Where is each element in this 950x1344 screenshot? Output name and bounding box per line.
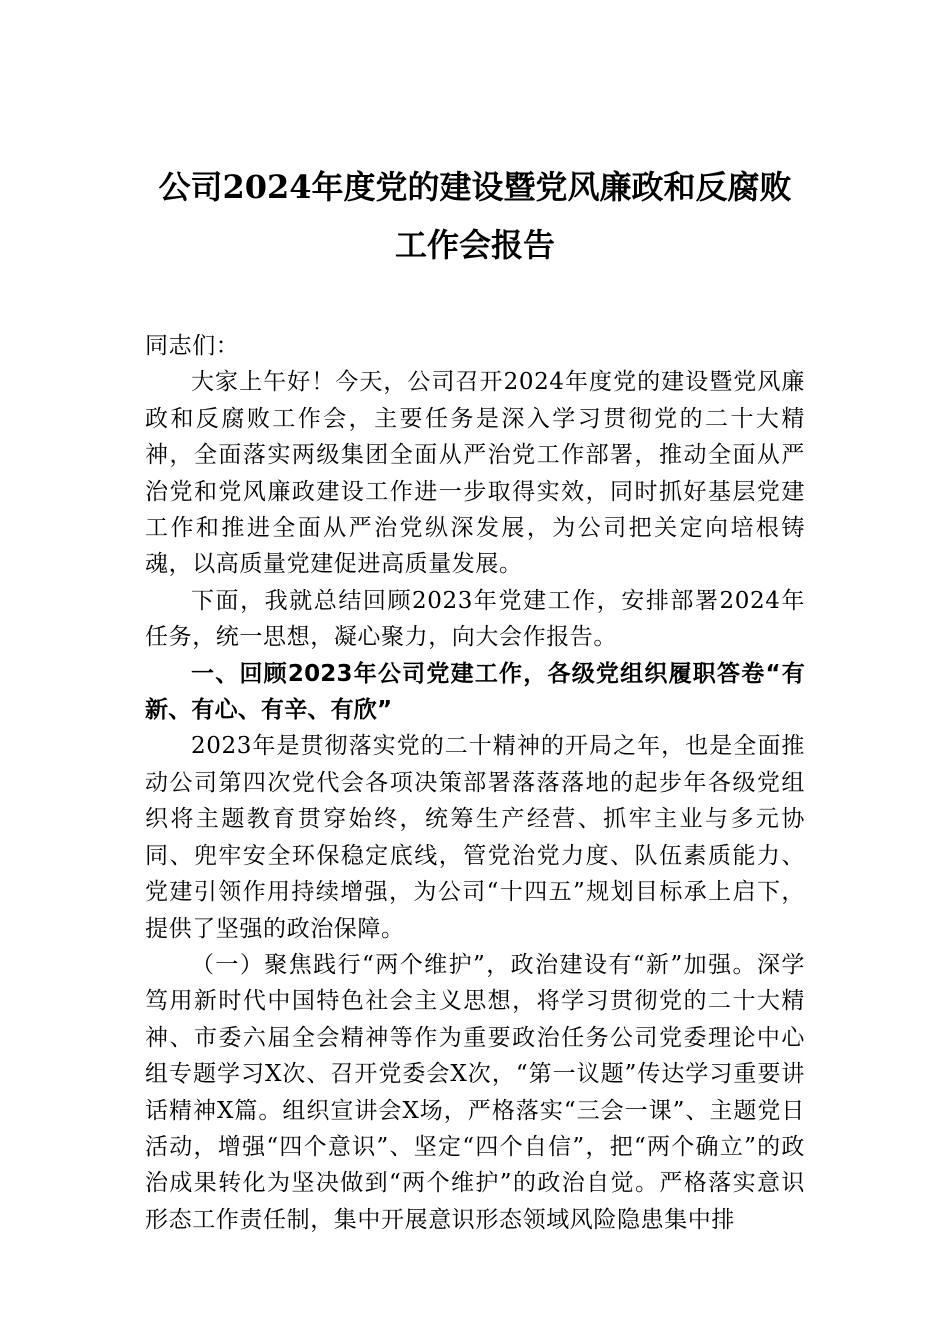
paragraph-opening: 大家上午好！今天，公司召开2024年度党的建设暨党风廉政和反腐败工作会，主要任务是深入学习贯彻党的二十大精神，全面落实两级集团全面从严治党工作部署，推动全面从严治党和党风廉政建设工作进一步取得实效，同时抓好基层党建工作和推进全面从严治党纵深发展，为公司把关定向培根铸魂，以高质量党建促进高质量发展。 bbox=[145, 369, 805, 578]
salutation: 同志们： bbox=[145, 333, 240, 359]
paragraph-political-building: （一）聚焦践行“两个维护”，政治建设有“新”加强。深学笃用新时代中国特色社会主义思想，将学习贯彻党的二十大精神、市委六届全会精神等作为重要政治任务公司党委理论中心组专题学习X次、召开党委会X次，“第一议题”传达学习重要讲话精神X篇。组织宣讲会X场，严格落实“三会一课”、主题党日活动，增强“四个意识”、坚定“四个自信”，把“两个确立”的政治成果转化为坚决做到“两个维护”的政治自觉。严格落实意识形态工作责任制，集中开展意识形态领域风险隐患集中排 bbox=[145, 951, 805, 1233]
paragraph-review: 2023年是贯彻落实党的二十精神的开局之年，也是全面推动公司第四次党代会各项决策部署落落落地的起步年各级党组织将主题教育贯穿始终，统筹生产经营、抓牢主业与多元协同、兜牢安全环保稳定底线，管党治党力度、队伍素质能力、党建引领作用持续增强，为公司“十四五”规划目标承上启下，提供了坚强的政治保障。 bbox=[145, 733, 805, 942]
section-heading: 一、回顾2023年公司党建工作，各级党组织履职答卷“有新、有心、有辛、有欣” bbox=[145, 660, 805, 724]
document-body bbox=[145, 328, 805, 1238]
document-title: 公司2024年度党的建设暨党风廉政和反腐败工作会报告 bbox=[158, 168, 792, 264]
paragraph-outline: 下面，我就总结回顾2023年党建工作，安排部署2024年任务，统一思想，凝心聚力，向大会作报告。 bbox=[145, 587, 805, 651]
